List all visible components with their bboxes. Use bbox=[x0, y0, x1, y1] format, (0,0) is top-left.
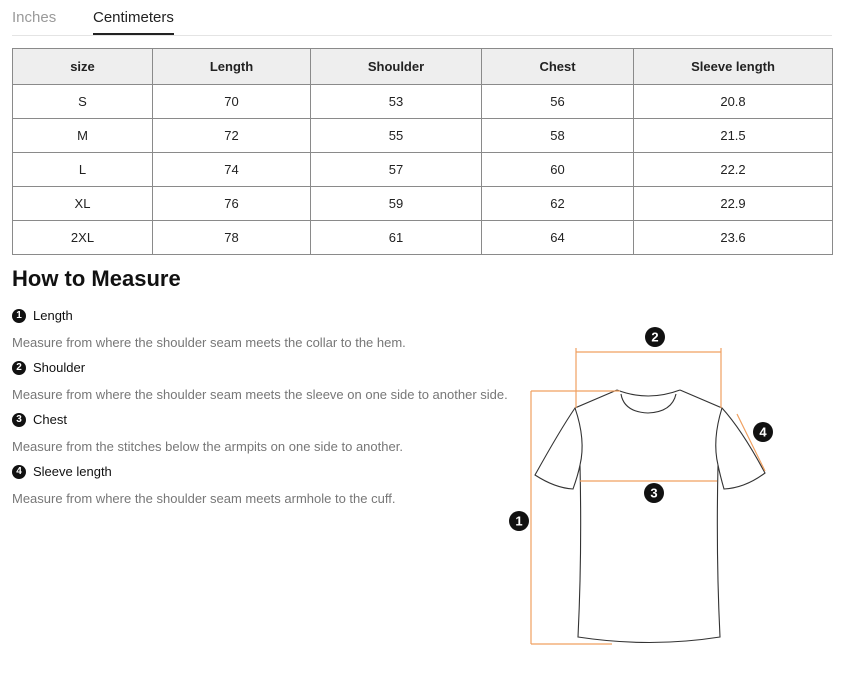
cell-sleeve-length: 22.2 bbox=[634, 153, 833, 187]
cell-size: S bbox=[13, 85, 153, 119]
cell-sleeve-length: 22.9 bbox=[634, 187, 833, 221]
cell-chest: 64 bbox=[482, 221, 634, 255]
cell-shoulder: 61 bbox=[311, 221, 482, 255]
cell-length: 70 bbox=[153, 85, 311, 119]
column-header-size: size bbox=[13, 49, 153, 85]
table-header-row bbox=[13, 49, 833, 85]
cell-length: 76 bbox=[153, 187, 311, 221]
number-three-icon: 3 bbox=[12, 413, 26, 427]
measure-label: Chest bbox=[33, 412, 67, 427]
measure-item-sleeve-length bbox=[12, 464, 395, 506]
measure-label: Sleeve length bbox=[33, 464, 112, 479]
measure-item-length bbox=[12, 308, 406, 350]
table-row bbox=[13, 119, 833, 153]
column-header-chest: Chest bbox=[482, 49, 634, 85]
measure-description: Measure from where the shoulder seam meets armhole to the cuff. bbox=[12, 491, 396, 506]
measure-label: Length bbox=[33, 308, 73, 323]
column-header-shoulder: Shoulder bbox=[311, 49, 482, 85]
measure-description: Measure from where the shoulder seam meets the collar to the hem. bbox=[12, 335, 406, 350]
marker-three-number: 3 bbox=[650, 485, 658, 501]
cell-shoulder: 55 bbox=[311, 119, 482, 153]
measure-item-chest bbox=[12, 412, 403, 454]
cell-sleeve-length: 21.5 bbox=[634, 119, 833, 153]
marker-four bbox=[753, 422, 773, 442]
cell-chest: 56 bbox=[482, 85, 634, 119]
table-row bbox=[13, 187, 833, 221]
marker-one-number: 1 bbox=[515, 513, 523, 529]
cell-sleeve-length: 20.8 bbox=[634, 85, 833, 119]
cell-chest: 58 bbox=[482, 119, 634, 153]
table-row bbox=[13, 153, 833, 187]
cell-size: XL bbox=[13, 187, 153, 221]
size-chart-table bbox=[12, 48, 833, 255]
cell-size: L bbox=[13, 153, 153, 187]
cell-size: M bbox=[13, 119, 153, 153]
tab-inches[interactable]: Inches bbox=[12, 9, 57, 26]
number-four-icon: 4 bbox=[12, 465, 26, 479]
measure-description: Measure from the stitches below the armpits on one side to another. bbox=[12, 439, 403, 454]
measure-item-shoulder bbox=[12, 360, 508, 402]
marker-three bbox=[644, 483, 664, 503]
cell-shoulder: 53 bbox=[311, 85, 482, 119]
how-to-measure-title: How to Measure bbox=[12, 266, 181, 291]
marker-one bbox=[509, 511, 529, 531]
cell-shoulder: 59 bbox=[311, 187, 482, 221]
cell-length: 74 bbox=[153, 153, 311, 187]
column-header-sleeve-length: Sleeve length bbox=[634, 49, 833, 85]
cell-length: 72 bbox=[153, 119, 311, 153]
cell-length: 78 bbox=[153, 221, 311, 255]
tshirt-measure-diagram bbox=[505, 323, 785, 653]
tab-centimeters[interactable]: Centimeters bbox=[93, 9, 174, 34]
number-two-icon: 2 bbox=[12, 361, 26, 375]
cell-shoulder: 57 bbox=[311, 153, 482, 187]
marker-two bbox=[645, 327, 665, 347]
measure-description: Measure from where the shoulder seam meets the sleeve on one side to another side. bbox=[12, 387, 508, 402]
measure-label: Shoulder bbox=[33, 360, 86, 375]
table-row bbox=[13, 221, 833, 255]
marker-two-number: 2 bbox=[651, 329, 659, 345]
cell-sleeve-length: 23.6 bbox=[634, 221, 833, 255]
cell-size: 2XL bbox=[13, 221, 153, 255]
tshirt-outline-icon bbox=[535, 390, 765, 643]
marker-four-number: 4 bbox=[759, 424, 767, 440]
cell-chest: 62 bbox=[482, 187, 634, 221]
cell-chest: 60 bbox=[482, 153, 634, 187]
table-row bbox=[13, 85, 833, 119]
column-header-length: Length bbox=[153, 49, 311, 85]
number-one-icon: 1 bbox=[12, 309, 26, 323]
unit-tabs bbox=[12, 0, 832, 36]
